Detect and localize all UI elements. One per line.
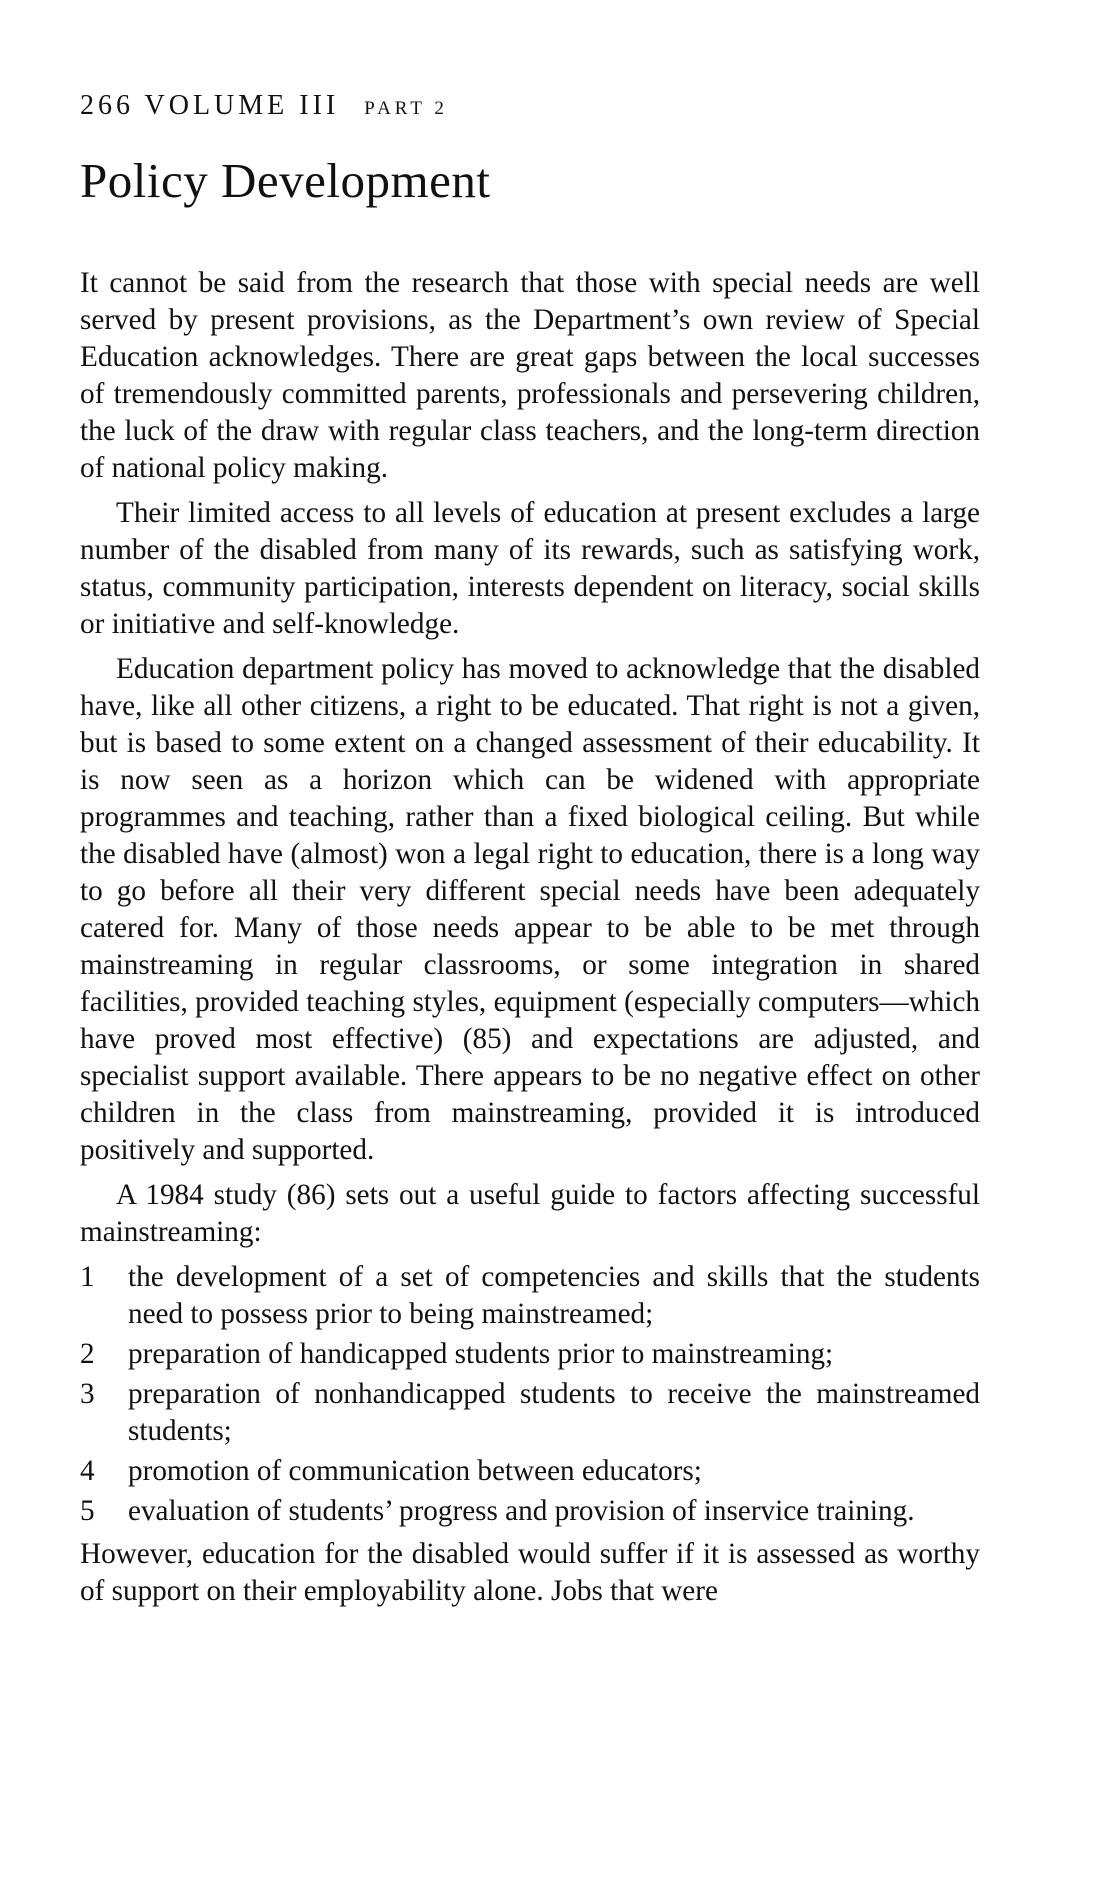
body-text: [80, 265, 980, 1610]
part-label: PART 2: [364, 98, 448, 119]
volume-label: VOLUME III: [144, 90, 340, 121]
list-number: 4: [80, 1455, 95, 1487]
list-text: the development of a set of competencies and skills that the students need to possess prior to being mainstreamed;: [128, 1261, 980, 1330]
list-number: 5: [80, 1495, 95, 1527]
list-item: [80, 1376, 980, 1450]
running-head: [80, 88, 980, 127]
list-item: [80, 1453, 980, 1490]
list-number: 2: [80, 1338, 95, 1370]
paragraph: Their limited access to all levels of education at present excludes a large number of the disabled from many of its rewards, such as satisfying work, status, community participation, interests dependent on literacy, social skills or initiative and self-knowledge.: [80, 497, 980, 640]
page-number: 266: [80, 90, 134, 121]
paragraph: Education department policy has moved to acknowledge that the disabled have, like all other citizens, a right to be educated. That right is not a given, but is based to some extent on a changed assessment of their educability. It is now seen as a horizon which can be widened with appropriate programmes and teaching, rather than a fixed biological ceiling. But while the disabled have (almost) won a legal right to education, there is a long way to go before all their very different special needs have been adequately catered for. Many of those needs appear to be able to be met through mainstreaming in regular classrooms, or some integration in shared facilities, provided teaching styles, equipment (especially computers—which have proved most effective) (85) and expectations are adjusted, and specialist support available. There appears to be no negative effect on other children in the class from mainstreaming, provided it is introduced positively and supported.: [80, 653, 980, 1166]
section-title: Policy Development: [80, 153, 491, 208]
list-text: preparation of handicapped students prior to mainstreaming;: [128, 1338, 834, 1370]
list-text: promotion of communication between educators;: [128, 1455, 702, 1487]
factor-list: [80, 1259, 980, 1530]
list-number: 3: [80, 1378, 95, 1410]
list-text: evaluation of students’ progress and provision of inservice training.: [128, 1495, 915, 1527]
list-item: [80, 1259, 980, 1333]
paragraph: A 1984 study (86) sets out a useful guide to factors affecting successful mainstreaming:: [80, 1179, 980, 1248]
list-item: [80, 1336, 980, 1373]
list-number: 1: [80, 1261, 95, 1293]
closing-paragraph: However, education for the disabled would suffer if it is assessed as worthy of support on their employability alone. Jobs that were: [80, 1538, 980, 1607]
list-item: [80, 1493, 980, 1530]
list-text: preparation of nonhandicapped students to receive the mainstreamed students;: [128, 1378, 980, 1447]
paragraph: It cannot be said from the research that those with special needs are well served by present provisions, as the Department’s own review of Special Education acknowledges. There are great gaps between the local successes of tremendously committed parents, professionals and persevering children, the luck of the draw with regular class teachers, and the long-term direction of national policy making.: [80, 267, 980, 484]
page: [80, 88, 980, 1618]
